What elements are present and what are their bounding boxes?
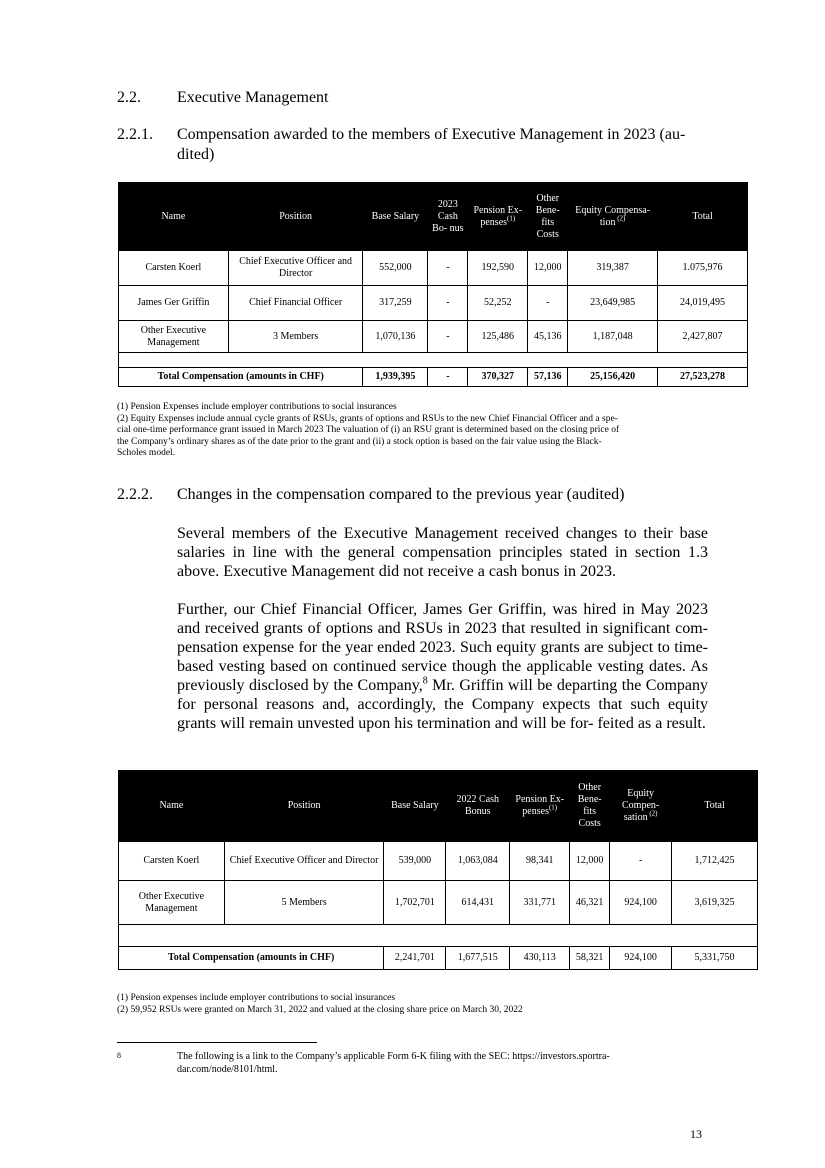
header-name: Name bbox=[119, 771, 225, 842]
table-spacer-row bbox=[119, 925, 758, 947]
cell-name: Carsten Koerl bbox=[119, 251, 229, 286]
table-header-row bbox=[119, 183, 748, 251]
header-equity bbox=[568, 183, 658, 251]
table-spacer-row bbox=[119, 353, 748, 368]
table-row bbox=[119, 251, 748, 286]
cell-position: Chief Executive Officer and Director bbox=[224, 842, 384, 881]
total-base: 1,939,395 bbox=[363, 368, 428, 387]
note-2-line-4: Scholes model. bbox=[117, 448, 176, 458]
footnote-reference: 8 bbox=[422, 675, 428, 687]
cell-name: James Ger Griffin bbox=[119, 286, 229, 321]
cell-bonus: - bbox=[428, 321, 468, 353]
header-pension bbox=[468, 183, 528, 251]
note-1: (1) Pension expenses include employer contributions to social insurances bbox=[117, 993, 396, 1003]
cell-total: 1.075,976 bbox=[658, 251, 748, 286]
header-equity-sup: (2) bbox=[615, 214, 626, 223]
cell-bonus: 1,063,084 bbox=[446, 842, 510, 881]
total-other: 57,136 bbox=[528, 368, 568, 387]
total-bonus: - bbox=[428, 368, 468, 387]
cell-equity: - bbox=[610, 842, 672, 881]
cell-name: Other Executive Management bbox=[119, 881, 225, 925]
section-number-2-2: 2.2. bbox=[117, 89, 141, 106]
table-total-row bbox=[119, 947, 758, 970]
cell-name: Other Executive Management bbox=[119, 321, 229, 353]
cell-other: 12,000 bbox=[570, 842, 610, 881]
note-2-line-2: cial one-time performance grant issued in March 2023 The valuation of (i) an RSU grant is determined based on the closing price of bbox=[117, 425, 620, 435]
cell-position: Chief Financial Officer bbox=[228, 286, 363, 321]
header-pension-sup: (1) bbox=[507, 214, 516, 223]
paragraph-salary-changes: Several members of the Executive Management received changes to their base salaries in line with the general compensation principles stated in section 1.3 above. Executive Management did not receive a cash bonus in 2023. bbox=[177, 525, 708, 580]
page-number: 13 bbox=[690, 1127, 702, 1141]
header-base-salary: Base Salary bbox=[384, 771, 446, 842]
total-label: Total Compensation (amounts in CHF) bbox=[119, 368, 363, 387]
header-position: Position bbox=[228, 183, 363, 251]
header-equity-label: Equity Compensa- tion bbox=[575, 204, 650, 228]
note-2-line-1: (2) Equity Expenses include annual cycle grants of RSUs, grants of options and RSUs to the new Chief Financial Officer and a spe- bbox=[117, 413, 618, 424]
footnote-number: 8 bbox=[117, 1051, 121, 1060]
header-cash-bonus: 2022 Cash Bonus bbox=[446, 771, 510, 842]
header-pension bbox=[510, 771, 570, 842]
header-equity-label: Equity Compen- sation bbox=[622, 788, 660, 823]
cell-pension: 125,486 bbox=[468, 321, 528, 353]
cell-pension: 331,771 bbox=[510, 881, 570, 925]
cell-other: 45,136 bbox=[528, 321, 568, 353]
table-row bbox=[119, 286, 748, 321]
cell-bonus: - bbox=[428, 286, 468, 321]
cell-base: 317,259 bbox=[363, 286, 428, 321]
cell-position: 5 Members bbox=[224, 881, 384, 925]
cell-pension: 192,590 bbox=[468, 251, 528, 286]
total-other: 58,321 bbox=[570, 947, 610, 970]
header-other-benefits: Other Bene- fits Costs bbox=[528, 183, 568, 251]
section-title-line-2: dited) bbox=[177, 146, 215, 163]
table-row bbox=[119, 881, 758, 925]
header-pension-sup: (1) bbox=[548, 803, 558, 812]
footnote-text bbox=[177, 1050, 717, 1076]
total-equity: 924,100 bbox=[610, 947, 672, 970]
table-row bbox=[119, 842, 758, 881]
note-2-line-3: the Company’s ordinary shares as of the date prior to the grant and (ii) a stock option is based on the fair value using the Black- bbox=[117, 436, 602, 447]
cell-position: 3 Members bbox=[228, 321, 363, 353]
cell-total: 1,712,425 bbox=[672, 842, 758, 881]
compensation-table-2022 bbox=[118, 770, 758, 970]
header-pension-label: Pension Ex- penses bbox=[473, 204, 523, 228]
cell-other: - bbox=[528, 286, 568, 321]
note-1: (1) Pension Expenses include employer contributions to social insurances bbox=[117, 402, 397, 412]
cell-base: 552,000 bbox=[363, 251, 428, 286]
header-total: Total bbox=[672, 771, 758, 842]
cell-pension: 98,341 bbox=[510, 842, 570, 881]
table-notes-2022 bbox=[117, 993, 717, 1016]
table-row bbox=[119, 321, 748, 353]
cell-name: Carsten Koerl bbox=[119, 842, 225, 881]
footnote-line-1: The following is a link to the Company’s applicable Form 6-K filing with the SEC: https://investors.sportra- bbox=[177, 1051, 610, 1062]
header-name: Name bbox=[119, 183, 229, 251]
header-pension-label: Pension Ex- penses bbox=[515, 794, 565, 817]
section-title-2-2: Executive Management bbox=[177, 89, 329, 106]
cell-equity: 1,187,048 bbox=[568, 321, 658, 353]
section-number-2-2-1: 2.2.1. bbox=[117, 126, 153, 143]
cell-equity: 319,387 bbox=[568, 251, 658, 286]
total-total: 5,331,750 bbox=[672, 947, 758, 970]
cell-bonus: 614,431 bbox=[446, 881, 510, 925]
cell-position: Chief Executive Officer and Director bbox=[228, 251, 363, 286]
header-total: Total bbox=[658, 183, 748, 251]
total-pension: 430,113 bbox=[510, 947, 570, 970]
total-equity: 25,156,420 bbox=[568, 368, 658, 387]
paragraph-cfo-grants bbox=[177, 600, 708, 733]
header-equity-sup: (2) bbox=[647, 809, 658, 818]
cell-base: 539,000 bbox=[384, 842, 446, 881]
header-other-benefits: Other Bene- fits Costs bbox=[570, 771, 610, 842]
cell-other: 46,321 bbox=[570, 881, 610, 925]
section-title-2-2-2: Changes in the compensation compared to the previous year (audited) bbox=[177, 486, 625, 503]
table-notes-2023 bbox=[117, 402, 717, 460]
total-base: 2,241,701 bbox=[384, 947, 446, 970]
total-label: Total Compensation (amounts in CHF) bbox=[119, 947, 384, 970]
cell-other: 12,000 bbox=[528, 251, 568, 286]
note-2: (2) 59,952 RSUs were granted on March 31, 2022 and valued at the closing share price on March 30, 2022 bbox=[117, 1004, 523, 1015]
cell-pension: 52,252 bbox=[468, 286, 528, 321]
cell-total: 24,019,495 bbox=[658, 286, 748, 321]
header-equity bbox=[610, 771, 672, 842]
section-title-line-1: Compensation awarded to the members of Executive Management in 2023 (au- bbox=[177, 126, 686, 143]
cell-base: 1,702,701 bbox=[384, 881, 446, 925]
section-title-2-2-1 bbox=[177, 125, 717, 165]
cell-equity: 924,100 bbox=[610, 881, 672, 925]
table-header-row bbox=[119, 771, 758, 842]
cell-bonus: - bbox=[428, 251, 468, 286]
total-bonus: 1,677,515 bbox=[446, 947, 510, 970]
section-number-2-2-2: 2.2.2. bbox=[117, 486, 153, 503]
cell-total: 2,427,807 bbox=[658, 321, 748, 353]
footnote-line-2: dar.com/node/8101/html. bbox=[177, 1064, 278, 1075]
cell-total: 3,619,325 bbox=[672, 881, 758, 925]
total-total: 27,523,278 bbox=[658, 368, 748, 387]
total-pension: 370,327 bbox=[468, 368, 528, 387]
header-position: Position bbox=[224, 771, 384, 842]
table-total-row bbox=[119, 368, 748, 387]
cell-base: 1,070,136 bbox=[363, 321, 428, 353]
header-cash-bonus: 2023 Cash Bo- nus bbox=[428, 183, 468, 251]
compensation-table-2023 bbox=[118, 182, 748, 387]
paragraph-text-after: Mr. Griffin will be departing the Company for personal reasons and, accordingly, the Company expects that such equity grants will remain unvested upon his termination and will be for- feited as a result. bbox=[177, 677, 708, 732]
header-base-salary: Base Salary bbox=[363, 183, 428, 251]
footnote-separator bbox=[117, 1042, 317, 1043]
cell-equity: 23,649,985 bbox=[568, 286, 658, 321]
paragraph-text-before: Further, our Chief Financial Officer, James Ger Griffin, was hired in May 2023 and received grants of options and RSUs in 2023 that resulted in significant com- pensation expense for the year ended 2023. Such equity grants are subject to time-based vesting based on continued service though the applicable vesting dates. As previously disclosed by the Company, bbox=[177, 601, 708, 694]
